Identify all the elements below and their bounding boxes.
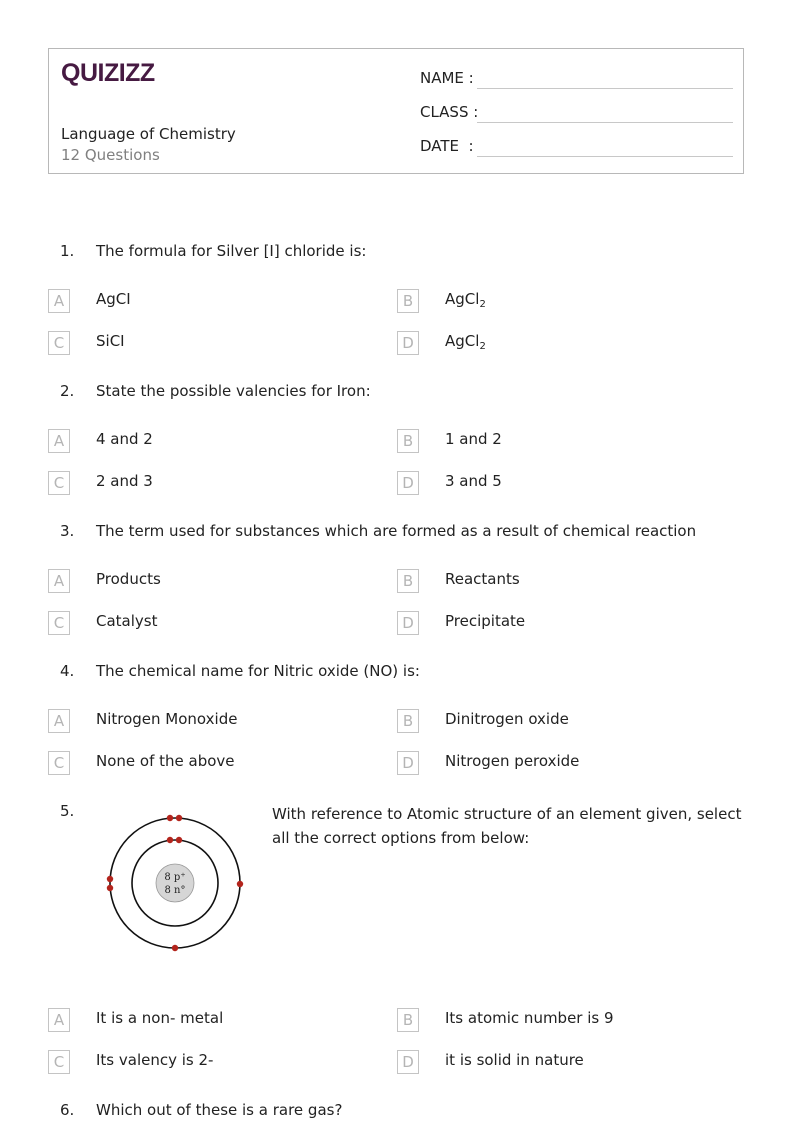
option-text: Its atomic number is 9 [445,1009,614,1027]
question-number: 1. [60,242,75,260]
option-text: Precipitate [445,612,526,630]
option-letter-box: A [48,429,70,453]
question-number: 4. [60,662,75,680]
option-letter-box: C [48,471,70,495]
option-text: 3 and 5 [445,472,502,490]
option-text: it is solid in nature [445,1051,584,1069]
option-letter-box: C [48,1050,70,1074]
name-line[interactable] [477,88,733,89]
option-text: Nitrogen Monoxide [96,710,238,728]
option-text: Catalyst [96,612,158,630]
option-text: AgCI [96,290,131,308]
option-letter-box: A [48,289,70,313]
option-letter-box: B [397,289,419,313]
name-field[interactable] [420,67,733,89]
option-letter-box: A [48,569,70,593]
option-letter-box: C [48,331,70,355]
class-field[interactable] [420,101,733,123]
option-letter-box: D [397,1050,419,1074]
option-text: Its valency is 2- [96,1051,214,1069]
question-text: Which out of these is a rare gas? [96,1101,343,1119]
option-letter-box: B [397,709,419,733]
question-text: The formula for Silver [I] chloride is: [96,242,367,260]
option-letter-box: A [48,709,70,733]
question-count: 12 Questions [61,146,160,164]
option-text: Reactants [445,570,520,588]
question-text: The chemical name for Nitric oxide (NO) is: [96,662,420,680]
option-letter-box: B [397,1008,419,1032]
option-text: AgCl$_2$ [445,332,486,352]
quizizz-logo: QUIZIZZ [61,59,155,87]
svg-text:8 n°: 8 n° [164,885,186,896]
option-text: None of the above [96,752,235,770]
atom-icon [103,810,247,954]
question-number: 6. [60,1101,75,1119]
question-number: 5. [60,802,75,820]
date-label: DATE : [420,137,474,155]
option-text: SiCI [96,332,125,350]
option-letter-box: C [48,751,70,775]
option-letter-box: D [397,751,419,775]
option-letter-box: D [397,331,419,355]
option-text: 4 and 2 [96,430,153,448]
question-text: State the possible valencies for Iron: [96,382,371,400]
worksheet-title: Language of Chemistry [61,125,236,143]
date-line[interactable] [477,156,733,157]
option-text: Products [96,570,161,588]
date-field[interactable] [420,135,733,157]
option-letter-box: A [48,1008,70,1032]
option-letter-box: B [397,429,419,453]
name-label: NAME : [420,69,474,87]
option-text: It is a non- metal [96,1009,224,1027]
option-text: 1 and 2 [445,430,502,448]
option-letter-box: B [397,569,419,593]
atomic-structure-diagram [103,810,247,958]
option-letter-box: D [397,471,419,495]
question-number: 2. [60,382,75,400]
class-line[interactable] [477,122,733,123]
question-number: 3. [60,522,75,540]
option-text: 2 and 3 [96,472,153,490]
option-letter-box: C [48,611,70,635]
svg-text:8 p⁺: 8 p⁺ [164,872,186,883]
worksheet-header [48,48,744,174]
class-label: CLASS : [420,103,479,121]
question-text: With reference to Atomic structure of an element given, select all the correct options from below: [272,805,742,847]
option-text: Dinitrogen oxide [445,710,569,728]
option-text: AgCl$_2$ [445,290,486,310]
option-letter-box: D [397,611,419,635]
question-text: The term used for substances which are formed as a result of chemical reaction [96,522,697,540]
option-text: Nitrogen peroxide [445,752,580,770]
